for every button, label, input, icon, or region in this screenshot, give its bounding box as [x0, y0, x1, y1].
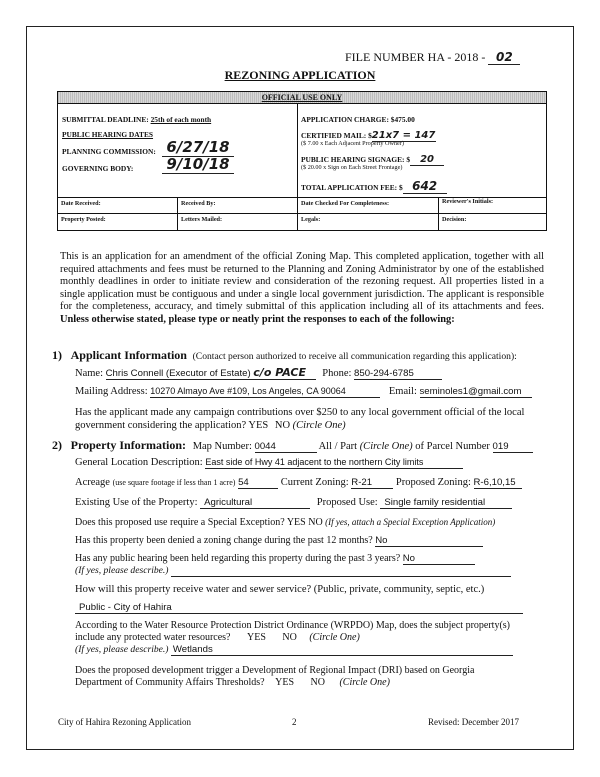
certified-mail-note: ($ 7.00 x Each Adjacent Property Owner) — [301, 140, 404, 147]
proposed-zoning-field[interactable]: R-6,10,15 — [474, 477, 522, 489]
planning-commission-label: PLANNING COMMISSION: — [62, 147, 156, 156]
total-fee-label: TOTAL APPLICATION FEE: $ 642 — [301, 179, 447, 194]
intro-paragraph: This is an application for an amendment of the official Zoning Map. This completed application, together with all required attachments and fees must be returned to the Planning and Zoning Administrator by one of the established monthly deadlines in order to initiate review and consideration of the rezoning request. All properties listed in a single application must be contiguous and under a single local government jurisdiction. The applicant is responsible for the completeness, accuracy, and timely submittal of this application including all of its attachments and fees. Unless otherwise stated, please type or neatly print the responses to each of the following: — [60, 251, 544, 325]
applicant-name-field[interactable]: Chris Connell (Executor of Estate) c/o PACE — [106, 366, 316, 380]
contributions-no[interactable]: NO — [274, 420, 291, 431]
office-use-heading: OFFICIAL USE ONLY — [58, 92, 546, 104]
applicant-name-row: Name: Chris Connell (Executor of Estate) c/o PACE Phone: 850-294-6785 — [75, 366, 442, 380]
special-exception-row: Does this proposed use require a Special Exception? YES NO (If yes, attach a Special Exception Application) — [75, 517, 496, 528]
map-number-field[interactable]: 0044 — [255, 441, 317, 453]
wrpdo-describe-row: (If yes, please describe.) Wetlands — [75, 644, 513, 656]
signage-label: PUBLIC HEARING SIGNAGE: $ 20 — [301, 154, 444, 166]
existing-use-row: Existing Use of the Property: Agricultural Proposed Use: Single family residential — [75, 497, 512, 509]
water-question: How will this property receive water and sewer service? (Public, private, community, septic, etc.) — [75, 584, 485, 595]
location-row: General Location Description: East side of Hwy 41 adjacent to the northern City limits — [75, 457, 463, 469]
total-fee-value: 642 — [403, 179, 447, 194]
hearing-row: Has any public hearing been held regarding this property during the past 3 years? No — [75, 553, 475, 565]
existing-use-field[interactable]: Agricultural — [200, 497, 310, 509]
office-divider — [297, 103, 298, 197]
wrpdo-question-line2: include any protected water resources? YES NO (Circle One) — [75, 632, 360, 643]
location-field[interactable]: East side of Hwy 41 adjacent to the northern City limits — [205, 457, 463, 469]
applicant-name-handwritten: c/o PACE — [253, 366, 307, 379]
file-number-value: 02 — [488, 50, 520, 65]
proposed-use-field[interactable]: Single family residential — [380, 497, 512, 509]
hearing-describe-row: (If yes, please describe.) — [75, 565, 511, 577]
received-by: Received By: — [181, 200, 216, 207]
denied-row: Has this property been denied a zoning change during the past 12 months? No — [75, 535, 483, 547]
denied-field[interactable]: No — [375, 535, 483, 547]
acreage-field[interactable]: 54 — [238, 477, 278, 489]
hearing-describe-field[interactable] — [171, 565, 511, 577]
hearing-field[interactable]: No — [403, 553, 475, 565]
date-checked: Date Checked For Completeness: — [301, 200, 390, 207]
wrpdo-no[interactable]: NO — [282, 632, 297, 643]
footer-revised: Revised: December 2017 — [428, 717, 519, 727]
reviewer-initials: Reviewer's Initials: — [442, 198, 494, 205]
mailing-address-field[interactable]: 10270 Almayo Ave #109, Los Angeles, CA 90064 — [150, 386, 380, 398]
water-answer-row — [75, 602, 523, 614]
signage-note: ($ 20.00 x Sign on Each Street Frontage) — [301, 164, 403, 171]
footer-page-number: 2 — [292, 717, 297, 727]
legals: Legals: — [301, 216, 321, 223]
current-zoning-field[interactable]: R-21 — [351, 477, 393, 489]
application-charge: APPLICATION CHARGE: $475.00 — [301, 115, 415, 124]
mailing-address-row: Mailing Address: 10270 Almayo Ave #109, Los Angeles, CA 90064 Email: seminoles1@gmail.com — [75, 386, 532, 398]
acreage-row: Acreage (use square footage if less than 1 acre) 54 Current Zoning: R-21 Proposed Zoning: R-6,10,15 — [75, 477, 522, 489]
public-hearing-dates: PUBLIC HEARING DATES — [62, 130, 154, 139]
office-row-line-2 — [58, 213, 546, 214]
planning-commission-date: 6/27/18 — [162, 138, 234, 157]
date-received: Date Received: — [61, 200, 101, 207]
governing-body-label: GOVERNING BODY: — [62, 164, 134, 173]
applicant-phone-field[interactable]: 850-294-6785 — [354, 368, 442, 380]
page-title: REZONING APPLICATION — [224, 68, 376, 82]
wrpdo-describe-field[interactable]: Wetlands — [171, 644, 513, 656]
submittal-deadline: SUBMITTAL DEADLINE: 25th of each month — [62, 115, 212, 124]
applicant-section-heading: 1) Applicant Information (Contact person authorized to receive all communication regarding this application): — [52, 348, 517, 362]
parcel-number-field[interactable]: 019 — [493, 441, 533, 453]
special-exception-no[interactable]: NO — [308, 517, 323, 528]
letters-mailed: Letters Mailed: — [181, 216, 223, 223]
dri-question-line1: Does the proposed development trigger a Development of Regional Impact (DRI) based on Georgia — [75, 665, 475, 676]
property-section-heading: 2) Property Information: Map Number: 0044 All / Part (Circle One) of Parcel Number 019 — [52, 438, 533, 453]
wrpdo-question-line1: According to the Water Resource Protection District Ordinance (WRPDO) Map, does the subject property(s) — [75, 620, 510, 631]
signage-value: 20 — [410, 154, 444, 166]
decision: Decision: — [442, 216, 467, 223]
certified-mail-value: 21x7 = 147 — [371, 130, 436, 141]
dri-no[interactable]: NO — [310, 677, 325, 688]
email-field[interactable]: seminoles1@gmail.com — [420, 386, 532, 398]
contributions-yes[interactable]: YES — [248, 420, 269, 431]
water-field[interactable]: Public - City of Hahira — [75, 602, 523, 614]
dri-question-line2: Department of Community Affairs Thresholds? YES NO (Circle One) — [75, 677, 390, 688]
footer-title: City of Hahira Rezoning Application — [58, 717, 191, 727]
certified-mail-label: CERTIFIED MAIL: $21x7 = 147 — [301, 130, 436, 141]
special-exception-yes[interactable]: YES — [286, 517, 306, 528]
governing-body-date: 9/10/18 — [162, 155, 234, 174]
file-number: FILE NUMBER HA - 2018 - 02 — [345, 50, 520, 65]
property-posted: Property Posted: — [61, 216, 106, 223]
campaign-contributions-question: Has the applicant made any campaign contributions over $250 to any local government official of the local government considering the application? YES NO (Circle One) — [75, 407, 525, 431]
wrpdo-yes[interactable]: YES — [246, 632, 266, 643]
dri-yes[interactable]: YES — [275, 677, 295, 688]
office-use-table — [57, 91, 547, 231]
